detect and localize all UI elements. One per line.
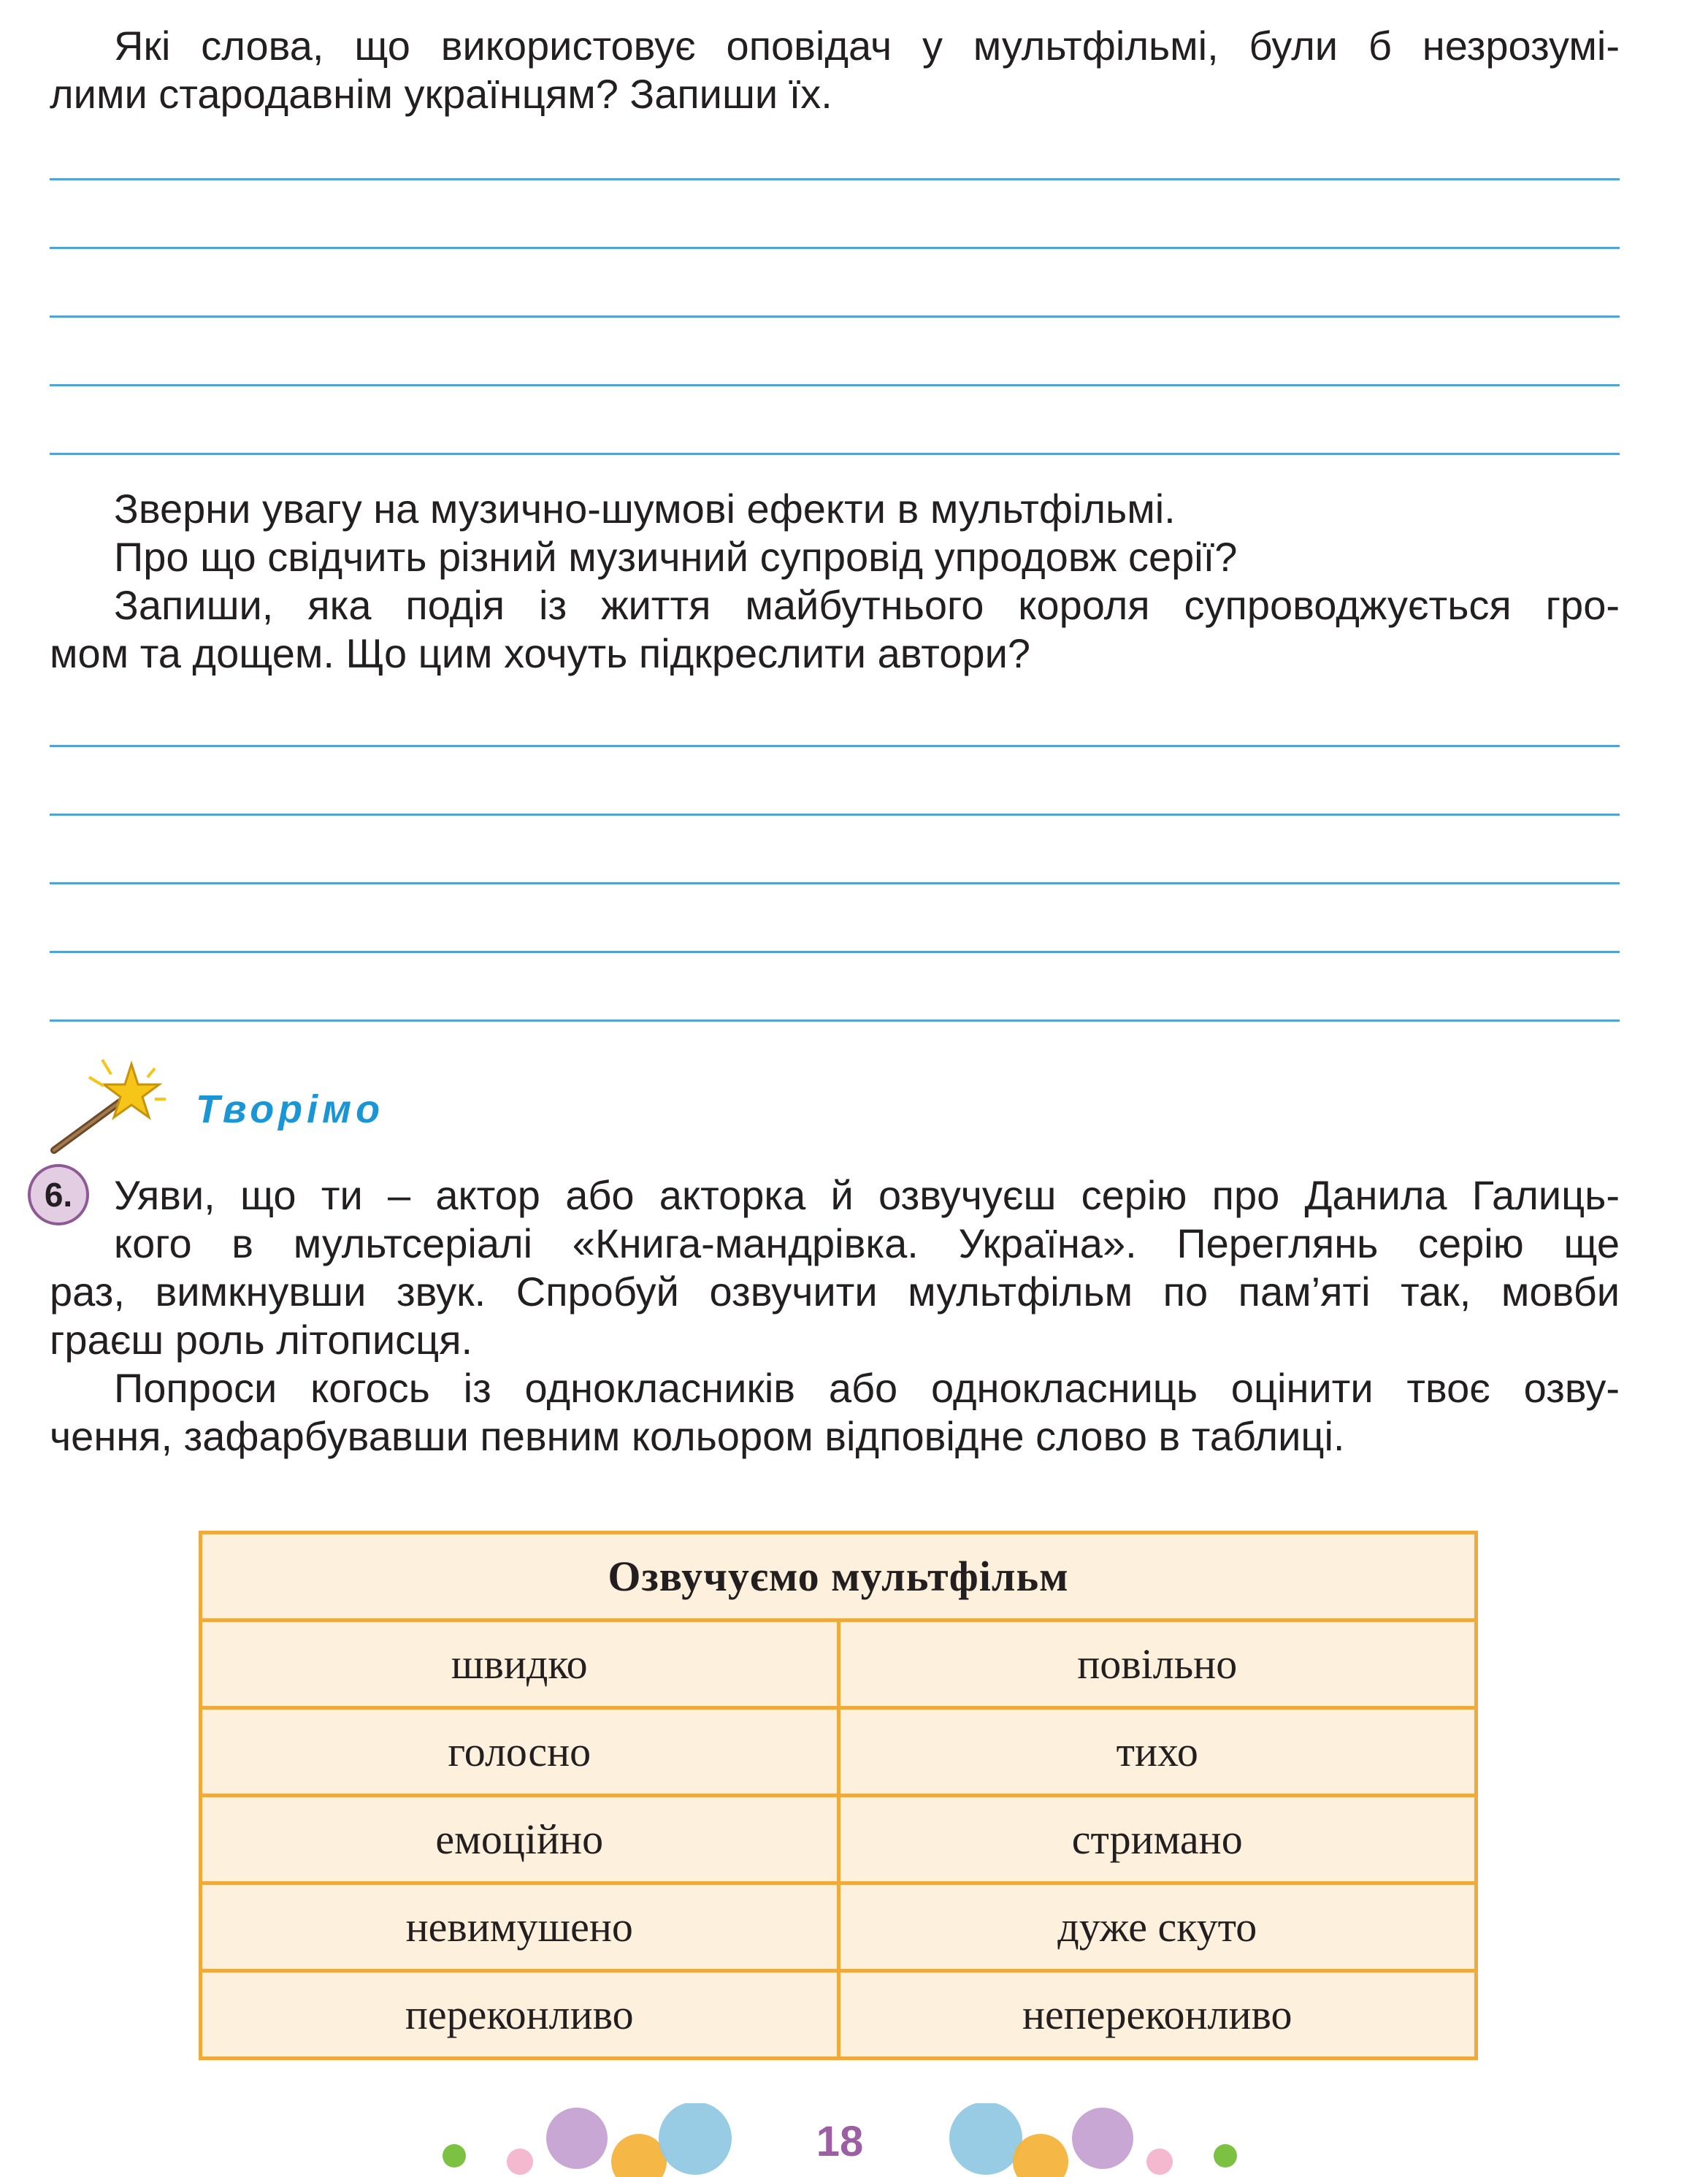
writing-line[interactable] bbox=[50, 315, 1620, 318]
evaluation-table bbox=[199, 1531, 1478, 2060]
text-line: Попроси когось із однокласників або однокласниць оцінити твоє озву- bbox=[114, 1365, 1620, 1411]
table-row bbox=[201, 1883, 1477, 1971]
table-header-row bbox=[201, 1533, 1477, 1621]
writing-line[interactable] bbox=[50, 814, 1620, 816]
table-cell-word[interactable]: швидко bbox=[201, 1621, 839, 1708]
table-cell-word[interactable]: невимушено bbox=[201, 1883, 839, 1971]
text-line: Запиши, яка подія із життя майбутнього короля супроводжується гро- bbox=[114, 582, 1620, 628]
table-row bbox=[201, 1796, 1477, 1883]
table-row bbox=[201, 1621, 1477, 1708]
text-line: Які слова, що використовує оповідач у мультфільмі, були б незрозумі- bbox=[114, 23, 1620, 69]
text-line: кого в мультсеріалі «Книга-мандрівка. Україна». Переглянь серію ще bbox=[114, 1220, 1620, 1266]
writing-line[interactable] bbox=[50, 745, 1620, 747]
table-cell-word[interactable]: голосно bbox=[201, 1708, 839, 1796]
text-line: раз, вимкнувши звук. Спробуй озвучити мультфільм по пам’яті так, мовби bbox=[50, 1269, 1620, 1315]
table-cell-word[interactable]: непереконливо bbox=[838, 1971, 1477, 2059]
text-line: Про що свідчить різний музичний супровід упродовж серії? bbox=[114, 534, 1238, 580]
question-1-text bbox=[50, 22, 1620, 118]
text-line: Зверни увагу на музично-шумові ефекти в мультфільмі. bbox=[114, 486, 1176, 532]
writing-line[interactable] bbox=[50, 178, 1620, 180]
table-cell-word[interactable]: тихо bbox=[838, 1708, 1477, 1796]
page-number: 18 bbox=[816, 2118, 864, 2165]
text-line: Уяви, що ти – актор або акторка й озвучуєш серію про Данила Галиць- bbox=[114, 1172, 1620, 1218]
task-number-badge: 6. bbox=[28, 1164, 89, 1225]
writing-line[interactable] bbox=[50, 453, 1620, 455]
text-line: граєш роль літописця. bbox=[50, 1317, 473, 1363]
writing-line[interactable] bbox=[50, 384, 1620, 386]
table-cell-word[interactable]: переконливо bbox=[201, 1971, 839, 2059]
question-2-text bbox=[50, 485, 1620, 678]
text-line: мом та дощем. Що цим хочуть підкреслити автори? bbox=[50, 630, 1030, 676]
table-title: Озвучуємо мультфільм bbox=[201, 1533, 1477, 1621]
table-cell-word[interactable]: дуже скуто bbox=[838, 1883, 1477, 1971]
table-row bbox=[201, 1708, 1477, 1796]
writing-line[interactable] bbox=[50, 1019, 1620, 1022]
task-6-text bbox=[50, 1171, 1620, 1461]
writing-line[interactable] bbox=[50, 951, 1620, 953]
table-row bbox=[201, 1971, 1477, 2059]
magic-wand-icon bbox=[45, 1055, 177, 1158]
section-title: Творімо bbox=[196, 1087, 385, 1131]
table-cell-word[interactable]: повільно bbox=[838, 1621, 1477, 1708]
text-line: лими стародавнім українцям? Запиши їх. bbox=[50, 71, 832, 117]
text-line: чення, зафарбувавши певним кольором відповідне слово в таблиці. bbox=[50, 1413, 1345, 1459]
writing-line[interactable] bbox=[50, 882, 1620, 884]
table-cell-word[interactable]: емоційно bbox=[201, 1796, 839, 1883]
writing-line[interactable] bbox=[50, 247, 1620, 249]
table-cell-word[interactable]: стримано bbox=[838, 1796, 1477, 1883]
